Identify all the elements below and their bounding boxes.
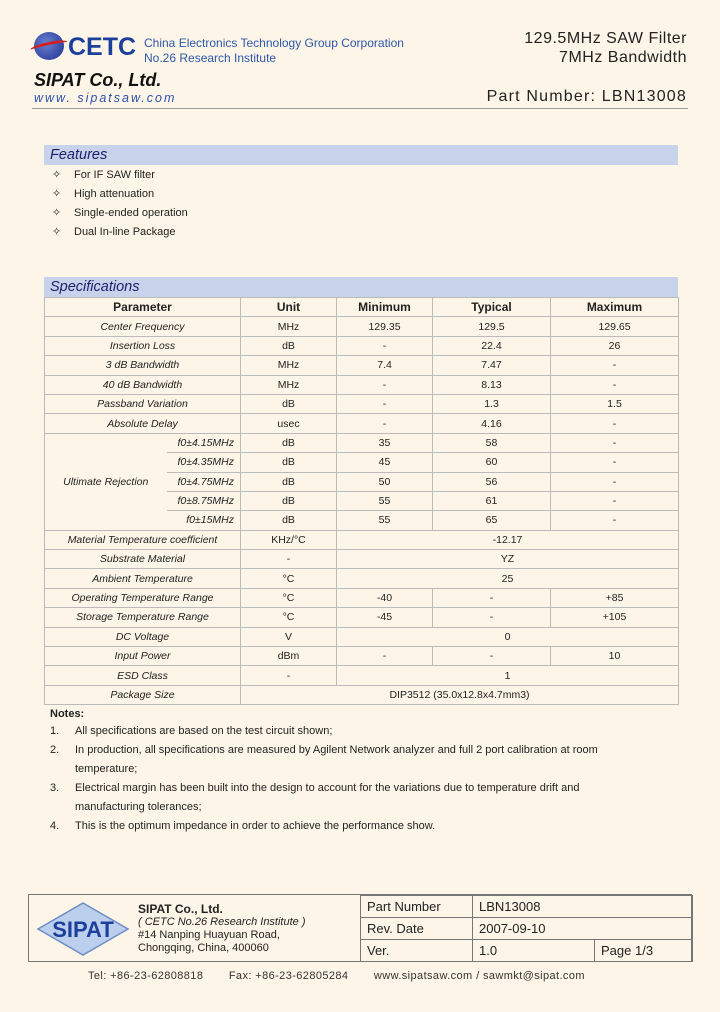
column-header: Maximum: [551, 298, 679, 317]
table-row: [45, 588, 679, 607]
sipat-logo-text: SIPAT: [52, 917, 114, 942]
parameter-cell: ESD Class: [45, 666, 241, 685]
column-header: Unit: [241, 298, 337, 317]
table-row: [361, 918, 693, 940]
unit-cell: MHz: [241, 356, 337, 375]
table-row: [45, 356, 679, 375]
diamond-bullet-icon: ✧: [52, 226, 62, 238]
note-text: All specifications are based on the test circuit shown;: [75, 725, 333, 737]
footer-address-line: Chongqing, China, 400060: [138, 942, 269, 954]
maximum-cell: -: [551, 414, 679, 433]
note-text: Electrical margin has been built into the design to account for the variations due to temperature drift and: [75, 782, 580, 794]
institute-name: No.26 Research Institute: [144, 51, 277, 65]
rejection-offset-cell: f0±4.35MHz: [167, 453, 241, 472]
merged-value-cell: 25: [337, 569, 679, 588]
maximum-cell: +105: [551, 608, 679, 627]
feature-text: For IF SAW filter: [74, 169, 155, 181]
unit-cell: MHz: [241, 375, 337, 394]
parameter-cell: 40 dB Bandwidth: [45, 375, 241, 394]
unit-cell: °C: [241, 588, 337, 607]
version-value: 1.0: [473, 940, 595, 962]
corporation-name: China Electronics Technology Group Corporation: [144, 36, 404, 50]
parameter-cell: Package Size: [45, 685, 241, 704]
document-info-table: [360, 895, 693, 962]
rejection-offset-cell: f0±8.75MHz: [167, 491, 241, 510]
rejection-label-cell: Ultimate Rejection: [45, 433, 167, 530]
typical-cell: 1.3: [433, 394, 551, 413]
maximum-cell: 26: [551, 336, 679, 355]
diamond-bullet-icon: ✧: [52, 188, 62, 200]
note-number: 1.: [50, 725, 60, 737]
unit-cell: dB: [241, 491, 337, 510]
typical-cell: 56: [433, 472, 551, 491]
maximum-cell: -: [551, 356, 679, 375]
maximum-cell: +85: [551, 588, 679, 607]
part-number-value: LBN13008: [473, 896, 693, 918]
cetc-logo: [34, 30, 137, 62]
maximum-cell: -: [551, 511, 679, 530]
unit-cell: MHz: [241, 317, 337, 336]
maximum-cell: 10: [551, 647, 679, 666]
parameter-cell: Material Temperature coefficient: [45, 530, 241, 549]
unit-cell: dB: [241, 511, 337, 530]
parameter-cell: 3 dB Bandwidth: [45, 356, 241, 375]
typical-cell: 60: [433, 453, 551, 472]
fax: Fax: +86-23-62805284: [228, 970, 349, 982]
specifications-heading: Specifications: [44, 277, 678, 297]
note-text: In production, all specifications are measured by Agilent Network analyzer and full 2 port calibration at room: [75, 744, 598, 756]
rev-date-label: Rev. Date: [361, 918, 473, 940]
minimum-cell: 35: [337, 433, 433, 452]
unit-cell: V: [241, 627, 337, 646]
table-header-row: [45, 298, 679, 317]
footer-institute: ( CETC No.26 Research Institute ): [138, 916, 306, 928]
maximum-cell: -: [551, 453, 679, 472]
table-row: [45, 627, 679, 646]
typical-cell: 22.4: [433, 336, 551, 355]
rev-date-value: 2007-09-10: [473, 918, 693, 940]
telephone: Tel: +86-23-62808818: [88, 970, 204, 982]
rejection-offset-cell: f0±15MHz: [167, 511, 241, 530]
minimum-cell: -40: [337, 588, 433, 607]
table-row: [45, 569, 679, 588]
minimum-cell: -: [337, 394, 433, 413]
contact-line: [88, 970, 607, 982]
parameter-cell: Operating Temperature Range: [45, 588, 241, 607]
product-subtitle: 7MHz Bandwidth: [559, 49, 687, 66]
minimum-cell: -45: [337, 608, 433, 627]
maximum-cell: -: [551, 375, 679, 394]
typical-cell: 7.47: [433, 356, 551, 375]
parameter-cell: Center Frequency: [45, 317, 241, 336]
table-row: [45, 685, 679, 704]
typical-cell: -: [433, 647, 551, 666]
sipat-logo: [34, 899, 132, 959]
unit-cell: °C: [241, 569, 337, 588]
parameter-cell: DC Voltage: [45, 627, 241, 646]
diamond-bullet-icon: ✧: [52, 169, 62, 181]
maximum-cell: 1.5: [551, 394, 679, 413]
minimum-cell: 55: [337, 511, 433, 530]
table-row: [45, 375, 679, 394]
note-item: [50, 722, 670, 741]
note-item: [50, 741, 670, 779]
maximum-cell: 129.65: [551, 317, 679, 336]
parameter-cell: Ambient Temperature: [45, 569, 241, 588]
column-header: Typical: [433, 298, 551, 317]
unit-cell: -: [241, 666, 337, 685]
page-indicator: Page 1/3: [595, 940, 693, 962]
minimum-cell: 7.4: [337, 356, 433, 375]
feature-item: [52, 206, 188, 219]
parameter-cell: Passband Variation: [45, 394, 241, 413]
note-item: [50, 779, 670, 817]
minimum-cell: -: [337, 647, 433, 666]
table-row: [45, 608, 679, 627]
typical-cell: -: [433, 608, 551, 627]
minimum-cell: -: [337, 414, 433, 433]
features-heading: Features: [44, 145, 678, 165]
note-number: 3.: [50, 782, 60, 794]
feature-text: Single-ended operation: [74, 207, 188, 219]
unit-cell: KHz/°C: [241, 530, 337, 549]
unit-cell: dB: [241, 453, 337, 472]
minimum-cell: -: [337, 336, 433, 355]
unit-cell: dB: [241, 472, 337, 491]
feature-item: [52, 168, 155, 181]
typical-cell: 61: [433, 491, 551, 510]
typical-cell: 129.5: [433, 317, 551, 336]
table-row: [45, 647, 679, 666]
website-link[interactable]: www. sipatsaw.com: [34, 91, 177, 105]
note-number: 4.: [50, 820, 60, 832]
unit-cell: dB: [241, 336, 337, 355]
column-header: Minimum: [337, 298, 433, 317]
merged-value-cell: YZ: [337, 550, 679, 569]
typical-cell: 65: [433, 511, 551, 530]
column-header: Parameter: [45, 298, 241, 317]
table-row: [45, 414, 679, 433]
parameter-cell: Input Power: [45, 647, 241, 666]
minimum-cell: -: [337, 375, 433, 394]
parameter-cell: Absolute Delay: [45, 414, 241, 433]
merged-value-cell: -12.17: [337, 530, 679, 549]
parameter-cell: Storage Temperature Range: [45, 608, 241, 627]
feature-text: High attenuation: [74, 188, 155, 200]
note-continuation: manufacturing tolerances;: [75, 801, 202, 813]
merged-value-cell: DIP3512 (35.0x12.8x4.7mm3): [241, 685, 679, 704]
version-label: Ver.: [361, 940, 473, 962]
maximum-cell: -: [551, 433, 679, 452]
part-number-label: Part Number: [361, 896, 473, 918]
feature-item: [52, 225, 176, 238]
maximum-cell: -: [551, 491, 679, 510]
specifications-table: [44, 297, 679, 705]
table-row: [45, 550, 679, 569]
product-title: 129.5MHz SAW Filter: [524, 30, 687, 47]
cetc-logo-text: CETC: [68, 33, 137, 61]
table-row: [361, 896, 693, 918]
footer-company: SIPAT Co., Ltd.: [138, 902, 223, 916]
specifications-body: [45, 317, 679, 705]
unit-cell: -: [241, 550, 337, 569]
note-item: [50, 817, 670, 836]
unit-cell: dB: [241, 394, 337, 413]
notes-title: Notes:: [50, 708, 85, 720]
company-name: SIPAT Co., Ltd.: [34, 70, 162, 90]
minimum-cell: 129.35: [337, 317, 433, 336]
unit-cell: dB: [241, 433, 337, 452]
feature-text: Dual In-line Package: [74, 226, 176, 238]
unit-cell: usec: [241, 414, 337, 433]
footer-address-line: #14 Nanping Huayuan Road,: [138, 929, 280, 941]
rejection-offset-cell: f0±4.15MHz: [167, 433, 241, 452]
note-text: This is the optimum impedance in order to achieve the performance show.: [75, 820, 436, 832]
unit-cell: dBm: [241, 647, 337, 666]
table-row: [45, 394, 679, 413]
part-number-heading: Part Number: LBN13008: [486, 88, 687, 105]
table-row: [45, 530, 679, 549]
table-row: [361, 940, 693, 962]
feature-item: [52, 187, 154, 200]
table-row: [45, 317, 679, 336]
typical-cell: 4.16: [433, 414, 551, 433]
typical-cell: 58: [433, 433, 551, 452]
typical-cell: 8.13: [433, 375, 551, 394]
header-divider: [32, 108, 688, 109]
minimum-cell: 45: [337, 453, 433, 472]
typical-cell: -: [433, 588, 551, 607]
parameter-cell: Substrate Material: [45, 550, 241, 569]
table-row: [45, 336, 679, 355]
diamond-bullet-icon: ✧: [52, 207, 62, 219]
table-row: [45, 666, 679, 685]
minimum-cell: 55: [337, 491, 433, 510]
parameter-cell: Insertion Loss: [45, 336, 241, 355]
merged-value-cell: 0: [337, 627, 679, 646]
merged-value-cell: 1: [337, 666, 679, 685]
note-number: 2.: [50, 744, 60, 756]
table-row: [45, 433, 679, 452]
note-continuation: temperature;: [75, 763, 138, 775]
maximum-cell: -: [551, 472, 679, 491]
unit-cell: °C: [241, 608, 337, 627]
rejection-offset-cell: f0±4.75MHz: [167, 472, 241, 491]
web-email-link[interactable]: www.sipatsaw.com / sawmkt@sipat.com: [373, 970, 585, 982]
minimum-cell: 50: [337, 472, 433, 491]
